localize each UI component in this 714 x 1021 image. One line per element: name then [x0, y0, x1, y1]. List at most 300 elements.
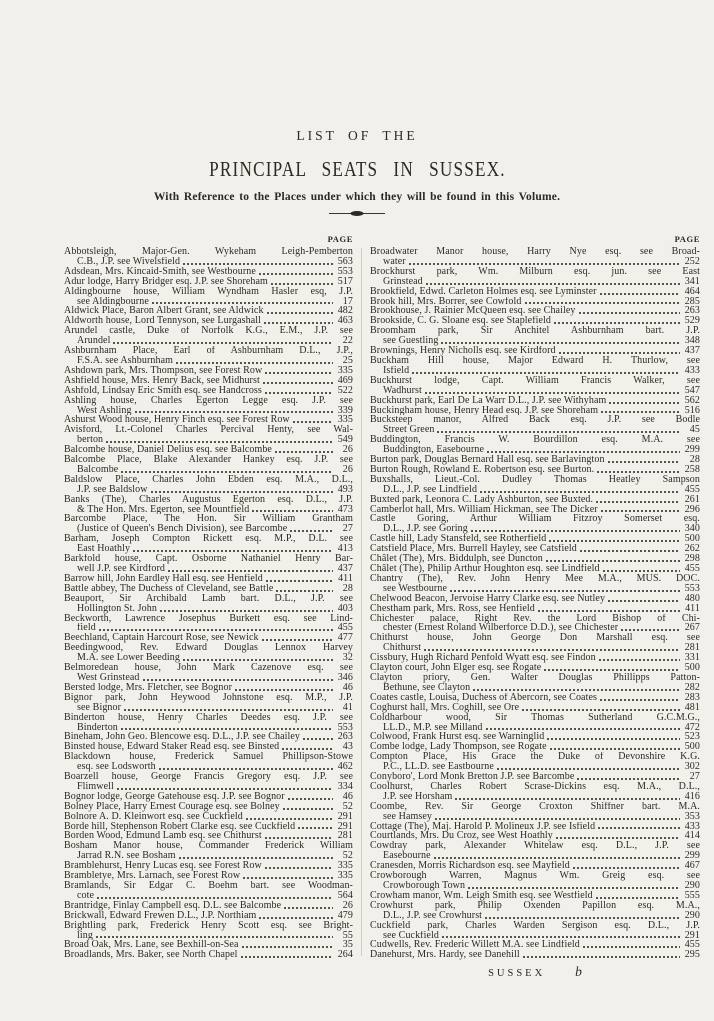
dot-leader: [434, 856, 680, 860]
page-number: 291: [337, 811, 353, 822]
entry-last-line: [370, 455, 700, 465]
entry-text: Barrow hill, John Eardley Hall esq. see Henfield: [64, 573, 263, 584]
page-number: 529: [684, 316, 700, 327]
page-number: 433: [684, 365, 700, 376]
dot-leader: [485, 916, 680, 920]
subtitle: With Reference to the Places under which they will be found in this Volume.: [153, 191, 561, 203]
entry-text: Bersted lodge, Mrs. Fletcher, see Bognor: [64, 682, 233, 693]
entry-text: Arundel castle, Duke of Norfolk K.G., E.M., J.P. see: [64, 326, 353, 337]
entry-text: Banks (The), Charles Augustus Egerton esq. D.L., J.P.: [64, 494, 353, 505]
entry-text: Brookfield, Edwd. Carleton Holmes esq. see Lyminster: [370, 286, 597, 297]
entry-text: C.B., J.P. see Wivelsfield: [77, 256, 181, 267]
entry-last-line: [64, 485, 353, 495]
page-number: 291: [337, 821, 353, 832]
entry-text: Aldingbourne house, William Wyndham Hasler esq, J.P.: [64, 286, 353, 297]
entry-text: Danehurst, Mrs. Hardy, see Danehill: [370, 950, 520, 961]
entry-text: Cowdray park, Alexander Whitelaw esq. D.L., J.P. see: [370, 841, 700, 852]
page-number: 26: [342, 900, 353, 911]
entry-last-line: [64, 762, 353, 772]
index-entry: [370, 752, 700, 772]
entry-last-line: [64, 435, 353, 445]
page-number: 285: [684, 296, 700, 307]
entry-text: Crowhurst park, Philip Oxenden Papillon esq. M.A.,: [370, 900, 700, 911]
entry-last-line: [370, 653, 700, 663]
index-entry: [64, 742, 353, 752]
dot-leader: [621, 628, 680, 632]
page-number: 17: [342, 296, 353, 307]
entry-last-line: [370, 812, 700, 822]
page-number: 299: [684, 445, 700, 456]
index-entry: [370, 841, 700, 861]
page-number: 472: [684, 722, 700, 733]
entry-last-line: [370, 762, 700, 772]
page-number: 493: [337, 484, 353, 495]
index-column-left: [64, 234, 353, 960]
entry-text: Battle abbey, The Duchess of Cleveland, see Battle: [64, 583, 274, 594]
dot-leader: [263, 381, 333, 385]
index-entry: [64, 475, 353, 495]
page-number: 553: [684, 583, 700, 594]
dot-leader: [276, 589, 333, 593]
entry-last-line: [370, 703, 700, 713]
entry-line: [64, 643, 353, 653]
entry-text: Cottage (The), Maj. Harold P. Molineux J.P. see Isfield: [370, 821, 596, 832]
entry-text: Cissbury, Hugh Richard Penfold Wyatt esq. see Findon: [370, 653, 596, 664]
entry-last-line: [64, 851, 353, 861]
page-number: 414: [684, 831, 700, 842]
dot-leader: [243, 876, 333, 880]
entry-last-line: [370, 287, 700, 297]
index-entry: [370, 544, 700, 554]
entry-text: see Guestling: [383, 336, 439, 347]
dot-leader: [598, 826, 680, 830]
entry-last-line: [370, 950, 700, 960]
index-entry: [64, 316, 353, 326]
index-entry: [64, 594, 353, 614]
page-column-header: PAGE: [674, 234, 700, 244]
entry-text: Cranesden, Morris Richardson esq. see Mayfield: [370, 861, 570, 872]
entry-line: [64, 614, 353, 624]
entry-text: Street Green: [383, 425, 435, 436]
entry-text: Broadwater Manor house, Harry Nye esq. see Broad-: [370, 247, 700, 257]
index-entry: [64, 376, 353, 386]
entry-last-line: [64, 257, 353, 267]
entry-text: Coghurst hall, Mrs. Coghill, see Ore: [370, 702, 520, 713]
index-entry: [370, 267, 700, 287]
dot-leader: [442, 935, 680, 939]
page-number: 267: [684, 623, 700, 634]
page-number: 473: [337, 504, 353, 515]
page-number: 41: [342, 702, 353, 713]
entry-line: [64, 921, 353, 931]
index-entry: [370, 306, 700, 316]
entry-text: Clayton court, John Elger esq. see Rogate: [370, 663, 542, 673]
dot-leader: [608, 599, 680, 603]
index-entry: [370, 693, 700, 703]
dot-leader: [246, 817, 333, 821]
dot-leader: [579, 311, 681, 315]
page-number: 302: [684, 762, 700, 773]
entry-line: [64, 772, 353, 782]
entry-last-line: [64, 544, 353, 554]
page-number: 455: [337, 623, 353, 634]
entry-line: [370, 267, 700, 277]
page-number: 263: [337, 732, 353, 743]
entry-text: Aldworth house, Lord Tennyson, see Lurgashall: [64, 316, 262, 327]
entry-last-line: [370, 663, 700, 673]
page-number: 291: [684, 930, 700, 941]
index-entry: [64, 841, 353, 861]
entry-text: P.C., LL.D. see Eastbourne: [383, 762, 494, 773]
entry-last-line: [370, 406, 700, 416]
dot-leader: [159, 767, 333, 771]
entry-last-line: [370, 861, 700, 871]
index-entry: [64, 732, 353, 742]
index-entry: [370, 891, 700, 901]
dot-leader: [151, 490, 333, 494]
entry-text: Buxted park, Leonora C. Lady Ashburton, see Buxted.: [370, 494, 594, 505]
entry-last-line: [64, 940, 353, 950]
entry-text: Combe lodge, Lady Thompson, see Rogate: [370, 742, 547, 753]
index-entry: [370, 772, 700, 782]
index-entry: [64, 950, 353, 960]
footer-county: SUSSEX: [488, 968, 546, 980]
entry-text: Barham, Joseph Compton Rickett esq. M.P., D.L. see: [64, 534, 353, 545]
dot-leader: [267, 311, 333, 315]
entry-text: Bucksteep manor, Alfred Back esq. J.P. see Bodle: [370, 415, 700, 426]
entry-last-line: [370, 623, 700, 633]
entry-text: Broomham park, Sir Anchitel Ashburnham bart. J.P.: [370, 326, 700, 337]
entry-last-line: [64, 564, 353, 574]
entry-last-line: [370, 604, 700, 614]
dot-leader: [473, 688, 680, 692]
entry-text: Wadhurst: [383, 385, 422, 396]
dot-leader: [284, 906, 333, 910]
entry-text: Compton Place, His Grace the Duke of Devonshire K.G.: [370, 752, 700, 763]
entry-last-line: [64, 901, 353, 911]
entry-last-line: [370, 742, 700, 752]
entry-text: East Hoathly: [77, 544, 131, 555]
page-number: 549: [337, 435, 353, 446]
dot-leader: [409, 262, 680, 266]
entry-last-line: [370, 643, 700, 653]
entry-last-line: [64, 871, 353, 881]
entry-last-line: [370, 772, 700, 782]
dot-leader: [121, 727, 333, 731]
entry-last-line: [370, 297, 700, 307]
index-entry: [370, 831, 700, 841]
index-entry: [370, 703, 700, 713]
index-entry: [370, 663, 700, 673]
index-entry: [64, 584, 353, 594]
entry-text: Arundel: [77, 336, 111, 347]
dot-leader: [547, 737, 680, 741]
entry-last-line: [370, 822, 700, 832]
index-entry: [64, 574, 353, 584]
index-entry: [64, 861, 353, 871]
page-number: 282: [684, 682, 700, 693]
entry-text: see Aldingbourne: [77, 296, 149, 307]
entry-text: Balcombe Place, Blake Alexander Hankey esq. J.P. see: [64, 455, 353, 465]
dot-leader: [265, 866, 333, 870]
entry-text: Blackdown house, Frederick Samuel Phillipson-Stowe: [64, 752, 353, 763]
entry-last-line: [64, 386, 353, 396]
entry-last-line: [64, 406, 353, 416]
dot-leader: [97, 896, 333, 900]
index-entry: [64, 277, 353, 287]
entry-line: [370, 841, 700, 851]
entry-text: Chichester palace, Right Rev. the Lord Bishop of Chi-: [370, 613, 700, 624]
dot-leader: [450, 589, 680, 593]
index-entry: [64, 752, 353, 772]
dot-leader: [609, 401, 680, 405]
index-entry: [370, 297, 700, 307]
page-number: 411: [685, 603, 700, 614]
dot-leader: [152, 301, 333, 305]
index-entry: [64, 396, 353, 416]
page-number: 469: [337, 375, 353, 386]
entry-list-left: [64, 247, 353, 960]
entry-last-line: [64, 782, 353, 792]
entry-text: Chelwood Beacon, Jervoise Harry Clarke esq. see Nutley: [370, 593, 606, 604]
dot-leader: [133, 549, 333, 553]
entry-line: [370, 921, 700, 931]
dot-leader: [259, 272, 333, 276]
entry-text: esq. see Lodsworth: [77, 762, 156, 773]
dot-leader: [412, 371, 680, 375]
dot-leader: [298, 826, 333, 830]
page-number: 261: [684, 494, 700, 505]
index-entry: [64, 663, 353, 683]
dot-leader: [143, 678, 333, 682]
index-entry: [370, 574, 700, 594]
dot-leader: [241, 955, 333, 959]
entry-last-line: [370, 723, 700, 733]
dot-leader: [599, 658, 680, 662]
index-entry: [370, 604, 700, 614]
entry-text: Castle hill, Lady Stansfeld, see Rotherfield: [370, 534, 547, 545]
dot-leader: [544, 668, 680, 672]
entry-text: Cudwells, Rev. Frederic Willett M.A. see Lindfield: [370, 940, 580, 951]
dot-leader: [96, 935, 333, 939]
index-entry: [64, 911, 353, 921]
page-number: 281: [684, 643, 700, 654]
dot-leader: [183, 262, 333, 266]
entry-last-line: [370, 346, 700, 356]
entry-text: Beckworth, Lawrence Josephus Burkett esq. see Lind-: [64, 613, 353, 624]
entry-text: cote: [77, 890, 95, 901]
dot-leader: [573, 866, 680, 870]
entry-text: Brantridge, Finlay Campbell esq. D.L. see Balcombe: [64, 900, 282, 911]
index-entry: [64, 792, 353, 802]
page-number: 517: [337, 276, 353, 287]
dot-leader: [596, 500, 680, 504]
entry-last-line: [64, 891, 353, 901]
index-entry: [64, 415, 353, 425]
entry-last-line: [370, 495, 700, 505]
page-number: 340: [684, 524, 700, 535]
entry-text: Barcombe Place, The Hon. Sir William Grantham: [64, 514, 353, 525]
index-entry: [64, 534, 353, 554]
entry-last-line: [370, 425, 700, 435]
entry-last-line: [370, 396, 700, 406]
entry-text: F.S.A. see Ashburnham: [77, 355, 174, 366]
index-entry: [64, 425, 353, 445]
entry-text: Abbotsleigh, Major-Gen. Wykeham Leigh-Pemberton: [64, 247, 353, 257]
dot-leader: [577, 777, 680, 781]
page-number: 263: [684, 306, 700, 317]
entry-text: LL.D., M.P. see Milland: [383, 722, 483, 733]
index-entry: [370, 435, 700, 455]
page-number: 500: [684, 534, 700, 545]
index-entry: [370, 802, 700, 822]
dot-leader: [264, 321, 333, 325]
entry-text: Beechland, Captain Harcourt Rose, see Newick: [64, 633, 259, 644]
page-number: 553: [337, 266, 353, 277]
entry-line: [64, 346, 353, 356]
page-number: 331: [684, 653, 700, 664]
entry-last-line: [64, 465, 353, 475]
page-number: 335: [337, 871, 353, 881]
entry-last-line: [370, 316, 700, 326]
entry-text: Bramblehurst, Henry Lucas esq. see Forest Row: [64, 861, 262, 872]
entry-line: [370, 247, 700, 257]
entry-text: Balcombe house, Daniel Delius esq. see Balcombe: [64, 445, 272, 456]
series-title: LIST OF THE: [296, 128, 418, 143]
entry-text: Burton park, Douglas Bernard Hall esq. see Barlavington: [370, 455, 605, 465]
index-entry: [370, 871, 700, 891]
entry-last-line: [370, 505, 700, 515]
entry-last-line: [64, 812, 353, 822]
page-number: 26: [342, 464, 353, 475]
entry-text: Brockhurst park, Wm. Milburn esq. jun. see East: [370, 266, 700, 277]
dot-leader: [583, 945, 680, 949]
page-number: 353: [684, 811, 700, 822]
index-entry: [370, 406, 700, 416]
index-columns: [0, 234, 714, 981]
index-entry: [64, 247, 353, 267]
entry-text: Chithurst house, John George Don Marshall esq. see: [370, 633, 700, 644]
entry-last-line: [64, 822, 353, 832]
index-entry: [64, 386, 353, 396]
index-entry: [64, 871, 353, 881]
entry-line: [370, 415, 700, 425]
dot-leader: [293, 420, 333, 424]
index-entry: [64, 633, 353, 643]
entry-last-line: [370, 940, 700, 950]
entry-last-line: [370, 732, 700, 742]
dot-leader: [435, 817, 680, 821]
page-number: 27: [342, 524, 353, 535]
dot-leader: [99, 628, 333, 632]
page-number: 55: [342, 930, 353, 941]
entry-last-line: [64, 703, 353, 713]
page-number: 516: [684, 405, 700, 416]
entry-line: [64, 693, 353, 703]
index-entry: [370, 594, 700, 604]
entry-text: Brownings, Henry Nicholls esq. see Kirdford: [370, 346, 556, 356]
masthead: [0, 128, 714, 217]
page-number: 262: [684, 544, 700, 555]
entry-line: [64, 396, 353, 406]
entry-text: Brookhouse, J. Rainier McQueen esq. see Chailey: [370, 306, 576, 317]
entry-text: Borde hill, Stephenson Robert Clarke esq. see Cuckfield: [64, 821, 296, 832]
entry-last-line: [370, 792, 700, 802]
index-entry: [370, 356, 700, 376]
entry-last-line: [64, 297, 353, 307]
entry-text: Bramlands, Sir Edgar C. Boehm bart. see Woodman-: [64, 881, 353, 891]
index-entry: [370, 822, 700, 832]
entry-last-line: [64, 505, 353, 515]
index-entry: [64, 772, 353, 792]
page-number: 52: [342, 801, 353, 812]
dot-leader: [522, 708, 680, 712]
dot-leader: [117, 787, 333, 791]
entry-text: Chestham park, Mrs. Ross, see Henfield: [370, 603, 535, 614]
entry-line: [370, 435, 700, 445]
page-number: 563: [337, 256, 353, 267]
dot-leader: [283, 807, 333, 811]
page-number: 290: [684, 881, 700, 891]
entry-line: [370, 326, 700, 336]
dot-leader: [235, 688, 333, 692]
dot-leader: [546, 559, 680, 563]
index-entry: [64, 693, 353, 713]
entry-text: J.P. see Horsham: [383, 791, 453, 802]
entry-last-line: [370, 851, 700, 861]
entry-text: Camberlot hall, Mrs. William Hickman, see The Dicker: [370, 504, 598, 515]
index-entry: [64, 643, 353, 663]
entry-text: Binsted house, Edward Staker Read esq. see Binsted: [64, 742, 280, 753]
entry-line: [370, 475, 700, 485]
page-number: 413: [337, 544, 353, 555]
page-number: 46: [342, 682, 353, 693]
entry-text: (Justice of Queen's Bench Division), see Barcombe: [77, 524, 288, 535]
dot-leader: [176, 361, 333, 365]
entry-text: Borden Wood, Edmund Lamb esq. see Chithurst: [64, 831, 262, 842]
page-number: 28: [342, 583, 353, 594]
entry-text: Barkfold house, Capt. Osborne Nathaniel Henry Bar-: [64, 554, 353, 564]
page-number: 26: [342, 445, 353, 456]
rule-diamond-icon: [351, 211, 364, 216]
entry-text: Baldslow Place, Charles John Ebden esq. M.A., D.L.,: [64, 474, 353, 485]
page-number: 32: [342, 653, 353, 664]
entry-line: [370, 614, 700, 624]
index-entry: [64, 267, 353, 277]
entry-last-line: [370, 277, 700, 287]
index-entry: [370, 415, 700, 435]
dot-leader: [275, 450, 333, 454]
entry-line: [64, 425, 353, 435]
dot-leader: [601, 509, 680, 513]
entry-last-line: [64, 316, 353, 326]
dot-leader: [523, 955, 680, 959]
entry-text: Châlet (The), Mrs. Biddulph, see Duncton: [370, 554, 543, 564]
entry-text: Ashdown park, Mrs. Thompson, see Forest Row: [64, 365, 263, 376]
dot-leader: [271, 282, 333, 286]
entry-line: [370, 376, 700, 386]
entry-line: [370, 673, 700, 683]
page-number: 264: [337, 950, 353, 961]
entry-text: Jarrad R.N. see Bosham: [77, 851, 176, 862]
page-number: 416: [684, 791, 700, 802]
entry-text: Cuckfield park, Charles Warden Sergison esq. D.L., J.P.: [370, 920, 700, 931]
entry-text: water: [383, 256, 406, 267]
dot-leader: [600, 698, 680, 702]
dot-leader: [556, 836, 680, 840]
page-number: 477: [337, 633, 353, 644]
page-number: 564: [337, 890, 353, 901]
